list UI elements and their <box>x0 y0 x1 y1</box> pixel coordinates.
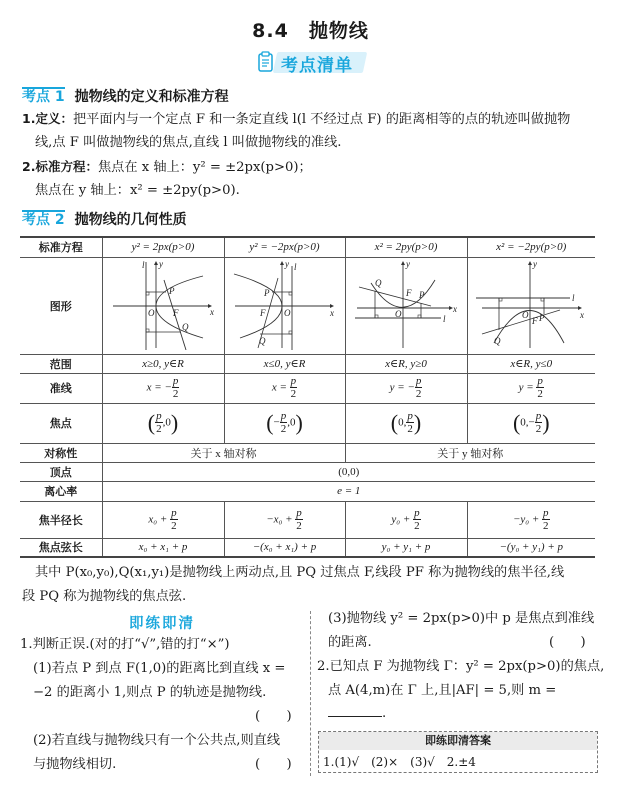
denominator: 2 <box>156 423 162 435</box>
focal-radius-lhs: −y₀ + <box>512 513 543 526</box>
q1-3-line1: (3)抛物线 y² = 2px(p>0)中 p 是焦点到准线 <box>328 611 595 626</box>
definition-line1 <box>22 110 570 129</box>
equation-cell: x² = 2py(p>0) <box>345 237 467 257</box>
note-line2: 段 PQ 称为抛物线的焦点弦. <box>22 589 187 604</box>
numerator: p <box>537 375 543 387</box>
numerator: p <box>171 506 177 519</box>
numerator: p <box>414 506 420 519</box>
denominator: 2 <box>290 388 297 400</box>
q2-answer-line <box>328 704 386 723</box>
label-Q: Q <box>182 322 189 332</box>
row-header: 顶点 <box>20 462 102 481</box>
table-row-eccentricity <box>20 481 595 501</box>
directrix-cell <box>467 373 595 403</box>
label-l: l <box>293 262 297 272</box>
directrix-cell <box>345 373 467 403</box>
directrix-lhs: x = <box>271 381 290 394</box>
table-row-focal-chord <box>20 538 595 557</box>
section2-title: 抛物线的几何性质 <box>74 212 187 228</box>
denominator: 2 <box>414 519 420 532</box>
figure-cell <box>467 257 595 354</box>
focal-radius-cell <box>224 501 345 538</box>
focus-sign: − <box>273 416 280 429</box>
section1-tag: 考点 1 <box>22 89 65 105</box>
focus-pre: 0, <box>398 416 407 429</box>
numerator: p <box>296 506 302 519</box>
label-Q: Q <box>375 278 382 288</box>
equation-cell: y² = 2px(p>0) <box>102 237 224 257</box>
focal-radius-lhs: x₀ + <box>148 513 171 526</box>
practice-title: 即练即清 <box>129 616 195 632</box>
focus-cell: (0,− $\frac{p}{2}$ ) <box>467 403 595 443</box>
label-P: P <box>539 313 545 323</box>
q1-1-answer-bracket[interactable]: ( ) <box>255 709 292 724</box>
denominator: 2 <box>407 423 413 435</box>
fraction <box>155 411 163 435</box>
focus-sign: − <box>528 416 535 429</box>
focus-post: ,0 <box>287 416 296 429</box>
equation-line2: 焦点在 y 轴上：x² = ±2py(p>0). <box>35 183 240 198</box>
label-O: O <box>283 308 290 318</box>
label-P: P <box>169 286 175 296</box>
symmetry-cell: 关于 y 轴对称 <box>345 443 595 462</box>
denominator: 2 <box>296 519 302 532</box>
fraction <box>170 508 178 532</box>
parabola-down-figure <box>472 258 590 350</box>
parabola-up-figure <box>351 258 461 350</box>
directrix-cell <box>102 373 224 403</box>
answer-box <box>318 731 598 773</box>
answer-box-title: 即练即清答案 <box>319 732 597 750</box>
symmetry-cell: 关于 x 轴对称 <box>102 443 345 462</box>
q2-line1: 2.已知点 F 为抛物线 Γ：y² = 2px(p>0)的焦点, <box>317 659 605 674</box>
focus-post: ,0 <box>162 416 171 429</box>
table-row-equation <box>20 237 595 257</box>
label-y: y <box>406 259 410 269</box>
note-line1: 其中 P(x₀,y₀),Q(x₁,y₁)是抛物线上两动点,且 PQ 过焦点 F,线段 PF 称为抛物线的焦半径,线 <box>35 565 565 580</box>
label-l: l <box>572 293 575 303</box>
numerator: p <box>535 410 542 422</box>
fraction <box>413 508 421 532</box>
label-F: F <box>406 288 412 298</box>
section1-title: 抛物线的定义和标准方程 <box>74 89 229 105</box>
figure-cell <box>345 257 467 354</box>
q1-2-answer-bracket[interactable]: ( ) <box>255 757 292 772</box>
label-O: O <box>148 308 155 318</box>
vertex-cell: (0,0) <box>102 462 595 481</box>
focal-chord-cell: x₀ + x₁ + p <box>102 538 224 557</box>
equation-text1: 焦点在 x 轴上：y² = ±2px(p>0)； <box>97 160 312 175</box>
label-x: x <box>210 307 214 317</box>
parabola-left-figure <box>230 258 340 350</box>
focal-radius-lhs: y₀ + <box>391 513 414 526</box>
row-header: 对称性 <box>20 443 102 462</box>
label-x: x <box>580 310 585 320</box>
equation-cell: y² = −2px(p>0) <box>224 237 345 257</box>
denominator: 2 <box>537 388 543 400</box>
figure-cell <box>224 257 345 354</box>
row-header: 焦点 <box>20 403 102 443</box>
page-title: 8.4 抛物线 <box>252 20 369 42</box>
denominator: 2 <box>543 519 549 532</box>
numerator: p <box>172 375 179 387</box>
label-l: l <box>142 260 145 270</box>
fraction <box>536 376 544 400</box>
label-F: F <box>532 316 538 326</box>
numerator: p <box>407 410 413 422</box>
numerator: p <box>290 375 297 387</box>
denominator: 2 <box>535 423 542 435</box>
q1-2-line2: 与抛物线相切. <box>33 757 117 772</box>
label-P: P <box>263 288 269 298</box>
fraction <box>406 411 414 435</box>
badge-label: 考点清单 <box>281 56 353 76</box>
table-row-focus <box>20 403 595 443</box>
label-x: x <box>453 304 457 314</box>
equation-line1 <box>22 158 312 177</box>
fraction <box>542 508 550 532</box>
answer-box-content: 1.(1)√ (2)× (3)√ 2.±4 <box>323 755 476 769</box>
focal-radius-cell <box>467 501 595 538</box>
directrix-lhs: y = <box>518 381 537 394</box>
row-header: 焦点弦长 <box>20 538 102 557</box>
q1-2-line1: (2)若直线与抛物线只有一个公共点,则直线 <box>33 733 281 748</box>
numerator: p <box>543 506 549 519</box>
focal-radius-cell <box>102 501 224 538</box>
label-x: x <box>329 308 334 318</box>
label-F: F <box>173 308 179 318</box>
column-divider <box>310 611 311 776</box>
table-row-vertex <box>20 462 595 481</box>
equation-label: 2.标准方程： <box>22 159 98 174</box>
label-F: F <box>259 308 265 318</box>
directrix-lhs: x = − <box>146 381 172 394</box>
table-row-directrix <box>20 373 595 403</box>
numerator: p <box>280 410 287 422</box>
label-P: P <box>419 290 425 300</box>
row-header: 焦半径长 <box>20 501 102 538</box>
numerator: p <box>156 410 162 422</box>
row-header: 离心率 <box>20 481 102 501</box>
focus-pre: 0, <box>520 416 529 429</box>
q1-1-line1: (1)若点 P 到点 F(1,0)的距离比到直线 x = <box>33 661 286 676</box>
focal-radius-lhs: −x₀ + <box>266 513 296 526</box>
row-header: 准线 <box>20 373 102 403</box>
q2-end: . <box>382 706 387 721</box>
denominator: 2 <box>172 388 179 400</box>
range-cell: x∈R, y≥0 <box>345 354 467 373</box>
table-row-focal-radius <box>20 501 595 538</box>
row-header: 范围 <box>20 354 102 373</box>
figure-cell <box>102 257 224 354</box>
denominator: 2 <box>280 423 287 435</box>
focus-cell: ( $\frac{p}{2}$ ,0) <box>102 403 224 443</box>
section2-tag: 考点 2 <box>22 212 65 228</box>
q2-line2: 点 A(4,m)在 Γ 上,且|AF| = 5,则 m = <box>328 683 557 698</box>
equation-cell: x² = −2py(p>0) <box>467 237 595 257</box>
denominator: 2 <box>171 519 177 532</box>
row-header: 标准方程 <box>20 237 102 257</box>
label-l: l <box>443 314 446 324</box>
answer-blank[interactable] <box>328 704 382 717</box>
definition-label: 1.定义： <box>22 111 73 126</box>
denominator: 2 <box>415 388 422 400</box>
table-row-range <box>20 354 595 373</box>
q1-3-answer-bracket[interactable]: ( ) <box>549 635 586 650</box>
fraction <box>290 376 298 400</box>
label-O: O <box>522 310 529 320</box>
focus-cell: (0, $\frac{p}{2}$ ) <box>345 403 467 443</box>
focal-chord-cell: y₀ + y₁ + p <box>345 538 467 557</box>
label-Q: Q <box>258 336 265 346</box>
range-cell: x≤0, y∈R <box>224 354 345 373</box>
label-y: y <box>533 259 538 269</box>
label-y: y <box>284 259 289 269</box>
label-O: O <box>395 309 402 319</box>
table-row-symmetry <box>20 443 595 462</box>
range-cell: x∈R, y≤0 <box>467 354 595 373</box>
fraction <box>295 508 303 532</box>
fraction <box>415 376 423 400</box>
parabola-right-figure <box>108 258 218 350</box>
eccentricity-cell: e = 1 <box>102 481 595 501</box>
properties-table <box>20 236 595 558</box>
range-cell: x≥0, y∈R <box>102 354 224 373</box>
section2-heading <box>22 209 187 229</box>
numerator: p <box>415 375 422 387</box>
section1-heading <box>22 86 229 106</box>
definition-line2: 线,点 F 叫做抛物线的焦点,直线 l 叫做抛物线的准线. <box>35 135 342 150</box>
label-y: y <box>159 259 163 269</box>
directrix-lhs: y = − <box>389 381 415 394</box>
q1-1-line2: −2 的距离小 1,则点 P 的轨迹是抛物线. <box>33 685 267 700</box>
focal-chord-cell: −(x₀ + x₁) + p <box>224 538 345 557</box>
row-header: 图形 <box>20 257 102 354</box>
label-Q: Q <box>494 336 501 346</box>
table-row-figure <box>20 257 595 354</box>
section-badge <box>255 50 367 74</box>
q1-3-line2: 的距离. <box>328 635 372 650</box>
focal-radius-cell <box>345 501 467 538</box>
definition-text1: 把平面内与一个定点 F 和一条定直线 l(l 不经过点 F) 的距离相等的点的轨迹叫做抛物 <box>72 112 571 127</box>
focal-chord-cell: −(y₀ + y₁) + p <box>467 538 595 557</box>
q1-title: 1.判断正误.(对的打“√”,错的打“×”) <box>20 637 230 652</box>
directrix-cell <box>224 373 345 403</box>
fraction <box>172 376 180 400</box>
focus-cell: (− $\frac{p}{2}$ ,0) <box>224 403 345 443</box>
